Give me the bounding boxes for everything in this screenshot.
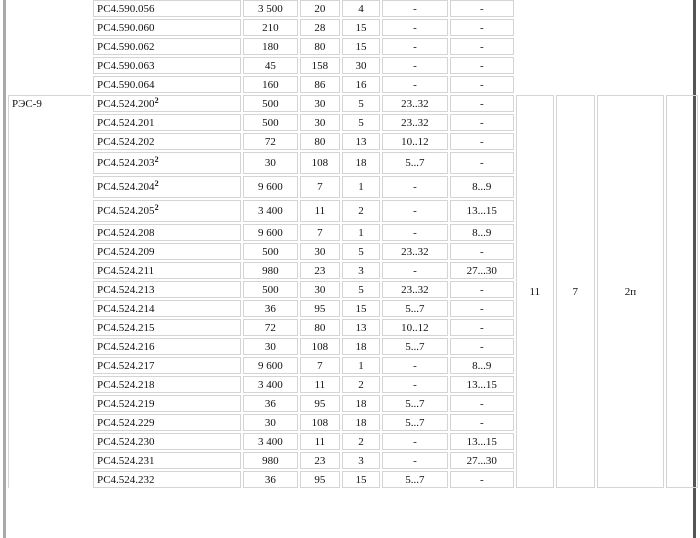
table-row: [8, 452, 698, 469]
cell-range-2: -: [450, 19, 513, 36]
cell-code: РС4.524.202: [93, 133, 241, 150]
cell-value-2: 7: [300, 176, 341, 198]
cell-range-2: -: [450, 281, 513, 298]
cell-value-2: 80: [300, 133, 341, 150]
group-label-prev: [8, 0, 91, 93]
cell-range-2: 13...15: [450, 200, 513, 222]
cell-range-1: -: [382, 200, 448, 222]
cell-value-3: 3: [342, 452, 380, 469]
cell-range-2: 27...30: [450, 262, 513, 279]
cell-code: РС4.524.205$^2$: [93, 200, 241, 222]
cell-value-3: 5: [342, 281, 380, 298]
cell-code: РС4.524.204$^2$: [93, 176, 241, 198]
cell-code: РС4.590.060: [93, 19, 241, 36]
cell-value-3: 18: [342, 152, 380, 174]
cell-code: РС4.524.219: [93, 395, 241, 412]
cell-range-1: -: [382, 262, 448, 279]
cell-resistance: 30: [243, 152, 297, 174]
cell-value-2: 7: [300, 224, 341, 241]
cell-range-2: -: [450, 57, 513, 74]
cell-range-1: -: [382, 76, 448, 93]
cell-value-2: 86: [300, 76, 341, 93]
cell-resistance: 36: [243, 395, 297, 412]
footnote-marker: 2: [154, 155, 159, 164]
cell-range-2: -: [450, 471, 513, 488]
table-row: [8, 224, 698, 241]
cell-range-1: 10..12: [382, 319, 448, 336]
cell-range-1: -: [382, 433, 448, 450]
cell-code: РС4.524.214: [93, 300, 241, 317]
cell-code: РС4.524.216: [93, 338, 241, 355]
table-row: [8, 95, 698, 112]
cell-range-1: 5...7: [382, 414, 448, 431]
cell-resistance: 3 400: [243, 376, 297, 393]
cell-range-1: 5...7: [382, 338, 448, 355]
table-row: [8, 338, 698, 355]
cell-range-1: 23..32: [382, 114, 448, 131]
table-row: [8, 357, 698, 374]
cell-value-3: 13: [342, 319, 380, 336]
table-row: [8, 319, 698, 336]
footnote-marker: 2: [154, 203, 159, 212]
cell-resistance: 72: [243, 319, 297, 336]
cell-value-2: 95: [300, 300, 341, 317]
cell-value-3: 15: [342, 471, 380, 488]
cell-value-3: 18: [342, 414, 380, 431]
table-row: [8, 414, 698, 431]
table-row: [8, 152, 698, 174]
cell-value-2: 23: [300, 452, 341, 469]
cell-resistance: 36: [243, 471, 297, 488]
cell-resistance: 500: [243, 95, 297, 112]
cell-resistance: 30: [243, 338, 297, 355]
cell-range-1: 5...7: [382, 152, 448, 174]
cell-range-1: -: [382, 376, 448, 393]
cell-resistance: 980: [243, 262, 297, 279]
cell-range-2: 27...30: [450, 452, 513, 469]
cell-range-2: -: [450, 38, 513, 55]
cell-value-3: 18: [342, 395, 380, 412]
cell-resistance: 160: [243, 76, 297, 93]
table-row: [8, 243, 698, 260]
cell-code: РС4.590.064: [93, 76, 241, 93]
cell-code: РС4.590.056: [93, 0, 241, 17]
cell-value-3: 1: [342, 176, 380, 198]
cell-value-3: 30: [342, 57, 380, 74]
table-row: [8, 133, 698, 150]
cell-value-3: 5: [342, 114, 380, 131]
cell-code: РС4.524.232: [93, 471, 241, 488]
group-label-res9: РЭС-9: [8, 95, 91, 488]
cell-resistance: 500: [243, 281, 297, 298]
cell-range-1: -: [382, 357, 448, 374]
cell-code: РС4.524.229: [93, 414, 241, 431]
cell-range-2: -: [450, 338, 513, 355]
cell-range-1: 5...7: [382, 395, 448, 412]
table-row: [8, 262, 698, 279]
cell-range-2: -: [450, 319, 513, 336]
cell-range-1: -: [382, 57, 448, 74]
footnote-marker: 2: [154, 95, 159, 105]
cell-range-2: -: [450, 395, 513, 412]
table-row: [8, 200, 698, 222]
cell-value-2: 108: [300, 152, 341, 174]
cell-range-2: -: [450, 133, 513, 150]
cell-range-1: -: [382, 19, 448, 36]
table-row: [8, 300, 698, 317]
cell-value-3: 18: [342, 338, 380, 355]
cell-code: РС4.524.201: [93, 114, 241, 131]
cell-value-2: 158: [300, 57, 341, 74]
table-row: [8, 281, 698, 298]
cell-code: РС4.524.209: [93, 243, 241, 260]
cell-resistance: 3 400: [243, 433, 297, 450]
cell-range-2: 8...9: [450, 176, 513, 198]
empty-area: [516, 0, 698, 93]
cell-range-2: -: [450, 114, 513, 131]
cell-resistance: 72: [243, 133, 297, 150]
cell-range-1: 10..12: [382, 133, 448, 150]
cell-value-3: 4: [342, 0, 380, 17]
cell-value-2: 95: [300, 395, 341, 412]
cell-resistance: 210: [243, 19, 297, 36]
cell-value-3: 13: [342, 133, 380, 150]
cell-value-3: 1: [342, 224, 380, 241]
cell-code: РС4.524.230: [93, 433, 241, 450]
cell-range-1: 23..32: [382, 243, 448, 260]
cell-value-2: 95: [300, 471, 341, 488]
cell-range-2: -: [450, 300, 513, 317]
cell-range-1: -: [382, 224, 448, 241]
cell-resistance: 36: [243, 300, 297, 317]
cell-value-2: 30: [300, 95, 341, 112]
cell-code: РС4.524.211: [93, 262, 241, 279]
cell-code: РС4.524.231: [93, 452, 241, 469]
cell-resistance: 45: [243, 57, 297, 74]
cell-code: РС4.524.215: [93, 319, 241, 336]
cell-code: РС4.524.208: [93, 224, 241, 241]
table-row: [8, 0, 698, 17]
cell-value-3: 3: [342, 262, 380, 279]
cell-code: РС4.590.063: [93, 57, 241, 74]
cell-value-2: 80: [300, 38, 341, 55]
relay-spec-table: [6, 0, 700, 490]
cell-range-1: -: [382, 38, 448, 55]
cell-value-3: 5: [342, 243, 380, 260]
cell-range-2: 13...15: [450, 433, 513, 450]
merged-cell-contacts: 11: [516, 95, 555, 488]
merged-cell-type: 2п: [597, 95, 665, 488]
group-res9: [8, 95, 698, 488]
cell-resistance: 3 400: [243, 200, 297, 222]
cell-value-3: 15: [342, 38, 380, 55]
cell-value-3: 2: [342, 433, 380, 450]
cell-value-2: 28: [300, 19, 341, 36]
cell-code: РС4.524.200$^2$: [93, 95, 241, 112]
cell-value-3: 2: [342, 376, 380, 393]
cell-value-3: 16: [342, 76, 380, 93]
cell-value-3: 15: [342, 19, 380, 36]
cell-range-2: -: [450, 95, 513, 112]
cell-value-3: 2: [342, 200, 380, 222]
cell-value-3: 1: [342, 357, 380, 374]
cell-range-1: 5...7: [382, 471, 448, 488]
cell-range-2: -: [450, 414, 513, 431]
cell-code: РС4.524.203$^2$: [93, 152, 241, 174]
cell-range-2: -: [450, 0, 513, 17]
cell-code: РС4.524.217: [93, 357, 241, 374]
cell-code: РС4.524.213: [93, 281, 241, 298]
cell-range-1: -: [382, 452, 448, 469]
cell-value-2: 30: [300, 114, 341, 131]
cell-value-2: 23: [300, 262, 341, 279]
merged-cell-count: 7: [556, 95, 594, 488]
cell-range-1: -: [382, 0, 448, 17]
cell-resistance: 500: [243, 114, 297, 131]
cell-value-3: 15: [342, 300, 380, 317]
cell-range-1: -: [382, 176, 448, 198]
cell-value-2: 11: [300, 376, 341, 393]
cell-value-2: 20: [300, 0, 341, 17]
cell-range-1: 5...7: [382, 300, 448, 317]
cell-value-2: 11: [300, 433, 341, 450]
table-row: [8, 471, 698, 488]
cell-resistance: 9 600: [243, 224, 297, 241]
cell-resistance: 980: [243, 452, 297, 469]
cell-range-1: 23..32: [382, 281, 448, 298]
cell-range-2: 8...9: [450, 357, 513, 374]
cell-value-2: 30: [300, 243, 341, 260]
table-row: [8, 176, 698, 198]
table-row: [8, 376, 698, 393]
cell-range-2: -: [450, 76, 513, 93]
cell-range-2: 13...15: [450, 376, 513, 393]
cell-range-2: -: [450, 152, 513, 174]
cell-value-2: 108: [300, 414, 341, 431]
cell-range-1: 23..32: [382, 95, 448, 112]
cell-code: РС4.524.218: [93, 376, 241, 393]
table-row: [8, 114, 698, 131]
table-row: [8, 395, 698, 412]
cell-resistance: 9 600: [243, 357, 297, 374]
cell-resistance: 3 500: [243, 0, 297, 17]
cell-value-2: 80: [300, 319, 341, 336]
cell-range-2: 8...9: [450, 224, 513, 241]
cell-resistance: 500: [243, 243, 297, 260]
cell-resistance: 180: [243, 38, 297, 55]
cell-resistance: 30: [243, 414, 297, 431]
table-row: [8, 433, 698, 450]
cell-code: РС4.590.062: [93, 38, 241, 55]
merged-cell-extra: [666, 95, 698, 488]
cell-value-2: 30: [300, 281, 341, 298]
cell-value-2: 11: [300, 200, 341, 222]
cell-resistance: 9 600: [243, 176, 297, 198]
footnote-marker: 2: [154, 179, 159, 188]
cell-range-2: -: [450, 243, 513, 260]
cell-value-2: 7: [300, 357, 341, 374]
cell-value-2: 108: [300, 338, 341, 355]
cell-value-3: 5: [342, 95, 380, 112]
